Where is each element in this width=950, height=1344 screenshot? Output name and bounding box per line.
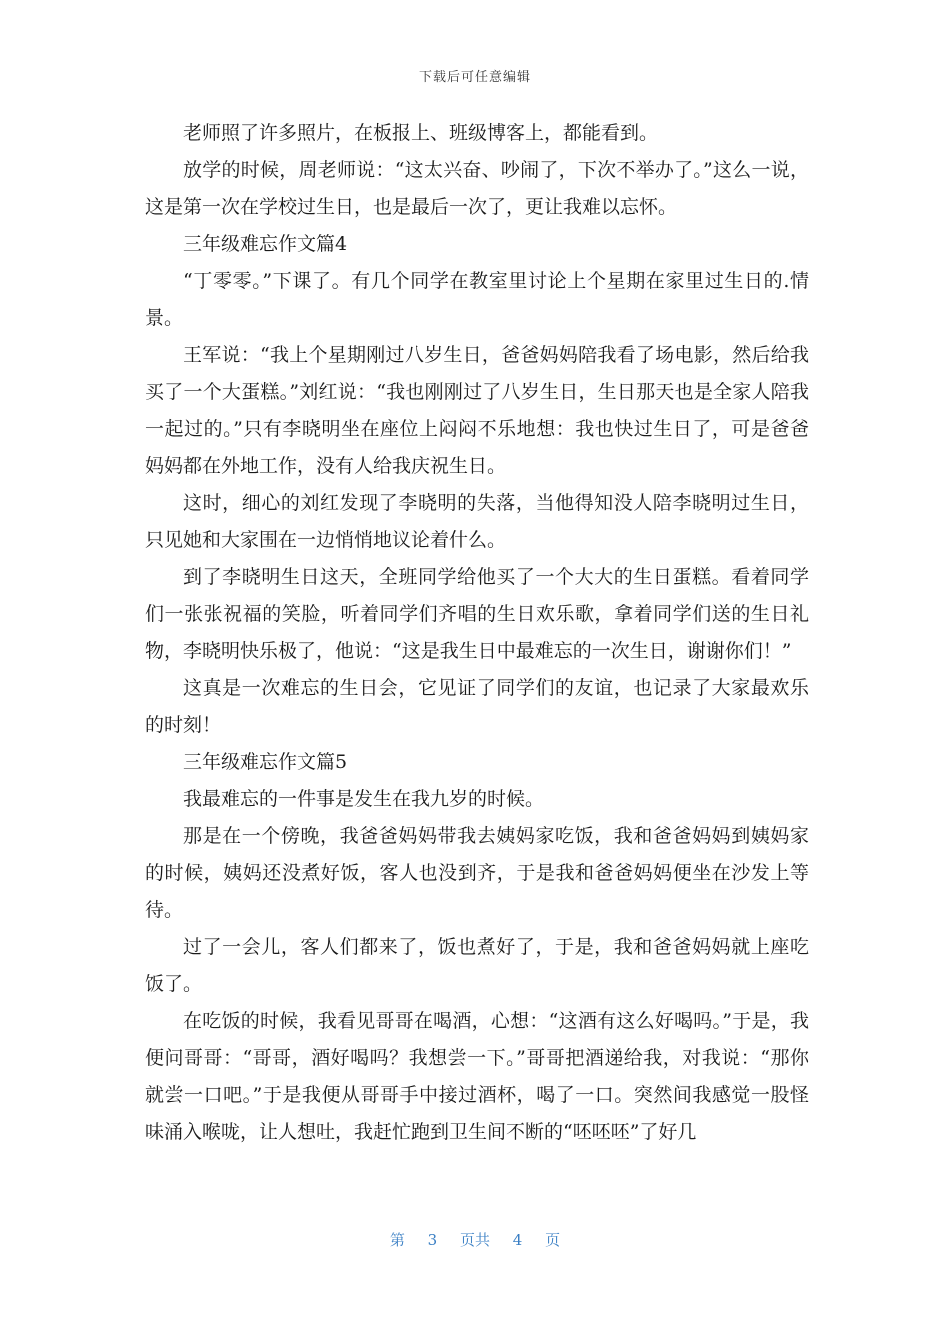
total-pages-number: 4 [512, 1231, 523, 1249]
paragraph: 王军说：“我上个星期刚过八岁生日，爸爸妈妈陪我看了场电影，然后给我买了一个大蛋糕。”刘红说：“我也刚刚过了八岁生日，生日那天也是全家人陪我一起过的。”只有李晓明坐在座位上闷闷不乐地想：我也快过生日了，可是爸爸妈妈都在外地工作，没有人给我庆祝生日。 [145, 344, 809, 477]
paragraph: 到了李晓明生日这天，全班同学给他买了一个大大的生日蛋糕。看着同学们一张张祝福的笑脸，听着同学们齐唱的生日欢乐歌，拿着同学们送的生日礼物，李晓明快乐极了，他说：“这是我生日中最难忘的一次生日，谢谢你们！” [145, 566, 809, 662]
footer-middle: 页共 [459, 1231, 490, 1249]
paragraph: 那是在一个傍晚，我爸爸妈妈带我去姨妈家吃饭，我和爸爸妈妈到姨妈家的时候，姨妈还没煮好饭，客人也没到齐，于是我和爸爸妈妈便坐在沙发上等待。 [145, 825, 809, 921]
current-page-number: 3 [427, 1231, 438, 1249]
page-footer [0, 1229, 950, 1250]
paragraph: “丁零零。”下课了。有几个同学在教室里讨论上个星期在家里过生日的.情景。 [145, 270, 809, 329]
document-body [145, 115, 809, 1151]
paragraph: 这真是一次难忘的生日会，它见证了同学们的友谊，也记录了大家最欢乐的时刻！ [145, 677, 809, 736]
paragraph: 我最难忘的一件事是发生在我九岁的时候。 [183, 788, 545, 810]
page-header: 下载后可任意编辑 [418, 70, 531, 85]
section-heading: 三年级难忘作文篇4 [183, 233, 348, 255]
paragraph: 在吃饭的时候，我看见哥哥在喝酒，心想：“这酒有这么好喝吗。”于是，我便问哥哥：“哥哥，酒好喝吗？我想尝一下。”哥哥把酒递给我，对我说：“那你就尝一口吧。”于是我便从哥哥手中接过酒杯，喝了一口。突然间我感觉一股怪味涌入喉咙，让人想吐，我赶忙跑到卫生间不断的“呸呸呸”了好几 [145, 1010, 809, 1143]
paragraph: 放学的时候，周老师说：“这太兴奋、吵闹了，下次不举办了。”这么一说，这是第一次在学校过生日，也是最后一次了，更让我难以忘怀。 [145, 159, 809, 218]
paragraph: 这时，细心的刘红发现了李晓明的失落，当他得知没人陪李晓明过生日，只见她和大家围在一边悄悄地议论着什么。 [145, 492, 809, 551]
footer-prefix: 第 [389, 1231, 405, 1249]
footer-suffix: 页 [545, 1231, 561, 1249]
paragraph: 老师照了许多照片，在板报上、班级博客上，都能看到。 [183, 122, 659, 144]
paragraph: 过了一会儿，客人们都来了，饭也煮好了，于是，我和爸爸妈妈就上座吃饭了。 [145, 936, 809, 995]
section-heading: 三年级难忘作文篇5 [183, 751, 348, 773]
